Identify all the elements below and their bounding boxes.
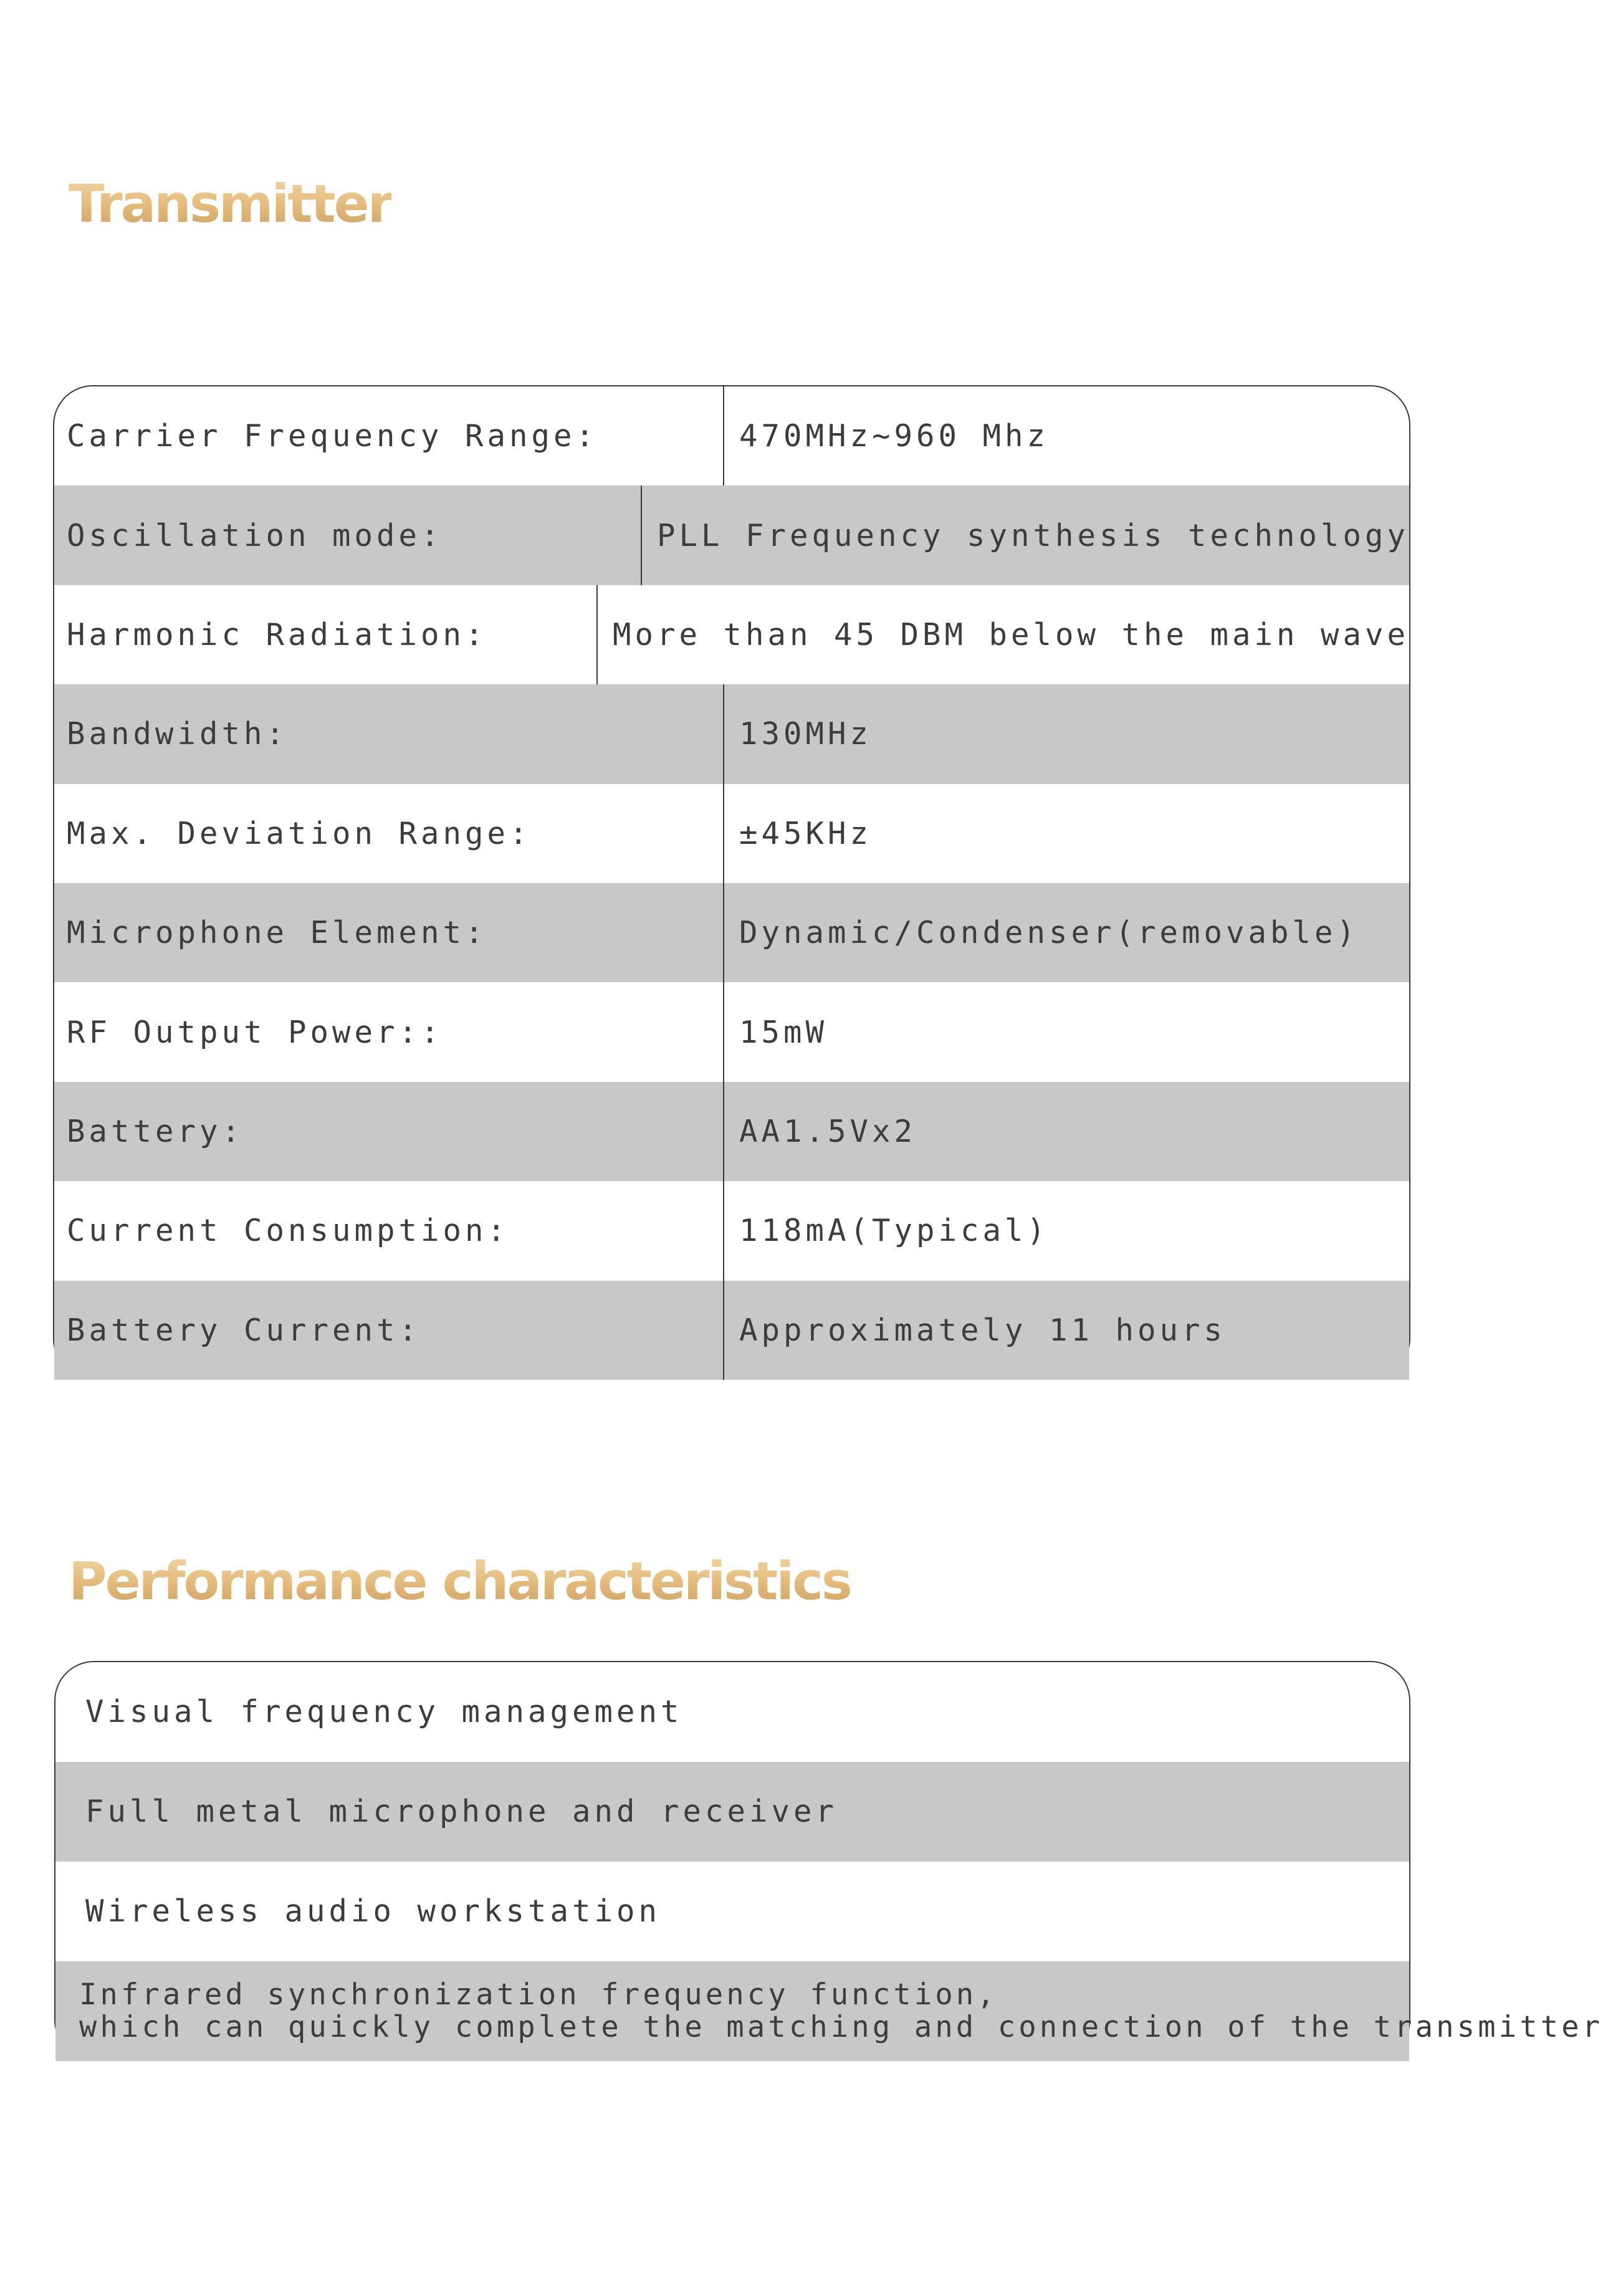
performance-text: Full metal microphone and receiver [85,1794,838,1829]
spec-value: 470MHz~960 Mhz [739,418,1050,454]
spec-label: Bandwidth: [67,716,289,752]
spec-label-cell [54,1281,724,1380]
performance-text-line-2: which can quickly complete the matching and connection of the transmitter [79,2010,1603,2044]
spec-row-max-deviation [54,784,1409,883]
spec-label-cell [54,1181,724,1280]
spec-label: Max. Deviation Range: [67,815,532,851]
spec-label-cell [54,684,724,783]
spec-label: Current Consumption: [67,1213,510,1249]
spec-value-cell [724,784,1409,883]
spec-label-cell [54,982,724,1081]
spec-label-cell [54,784,724,883]
spec-label: Oscillation mode: [67,517,443,553]
spec-value-cell [642,486,1409,585]
spec-label: Microphone Element: [67,915,487,951]
spec-label-cell [54,1082,724,1181]
spec-value-cell [724,684,1409,783]
performance-row [55,1762,1409,1862]
spec-row-oscillation-mode [54,486,1409,585]
spec-row-bandwidth [54,684,1409,783]
spec-value-cell [724,1281,1409,1380]
spec-value: 15mW [739,1014,828,1050]
performance-table [54,1661,1603,2060]
spec-row-microphone-element [54,883,1409,982]
spec-value-cell [724,883,1409,982]
spec-value-cell [598,585,1409,684]
performance-row [55,1961,1603,2061]
performance-row [55,1662,1409,1762]
spec-value-cell [724,982,1409,1081]
spec-value-cell [724,1181,1409,1280]
spec-value: ±45KHz [739,815,873,851]
transmitter-title: Transmitter [69,173,392,234]
spec-value: 130MHz [739,716,873,752]
spec-row-current-consumption [54,1181,1409,1280]
spec-label: Harmonic Radiation: [67,616,487,653]
spec-label: Battery Current: [67,1312,421,1348]
spec-label-cell [54,386,724,486]
performance-title: Performance characteristics [69,1551,851,1612]
spec-label-cell [54,883,724,982]
performance-text-line-1: Infrared synchronization frequency function, [79,1978,998,2012]
spec-row-carrier-frequency [54,386,1409,486]
spec-value-cell [724,1082,1409,1181]
spec-value: PLL Frequency synthesis technology [656,517,1409,553]
spec-label-cell [54,585,598,684]
spec-label: Carrier Frequency Range: [67,418,598,454]
spec-value: More than 45 DBM below the main wave [612,616,1409,653]
performance-text: Visual frequency management [85,1694,683,1729]
spec-row-harmonic-radiation [54,585,1409,684]
spec-row-battery [54,1082,1409,1181]
spec-value: 118mA(Typical) [739,1213,1050,1249]
spec-label-cell [54,486,642,585]
spec-value: Approximately 11 hours [739,1312,1227,1348]
spec-value: AA1.5Vx2 [739,1113,917,1149]
spec-row-rf-output-power [54,982,1409,1081]
spec-value-cell [724,386,1409,486]
performance-row [55,1862,1409,1961]
spec-row-battery-current [54,1281,1409,1380]
spec-label: RF Output Power:: [67,1014,443,1050]
transmitter-spec-table [53,385,1410,1379]
spec-label: Battery: [67,1113,244,1149]
performance-text: Wireless audio workstation [85,1893,661,1929]
spec-value: Dynamic/Condenser(removable) [739,915,1359,951]
